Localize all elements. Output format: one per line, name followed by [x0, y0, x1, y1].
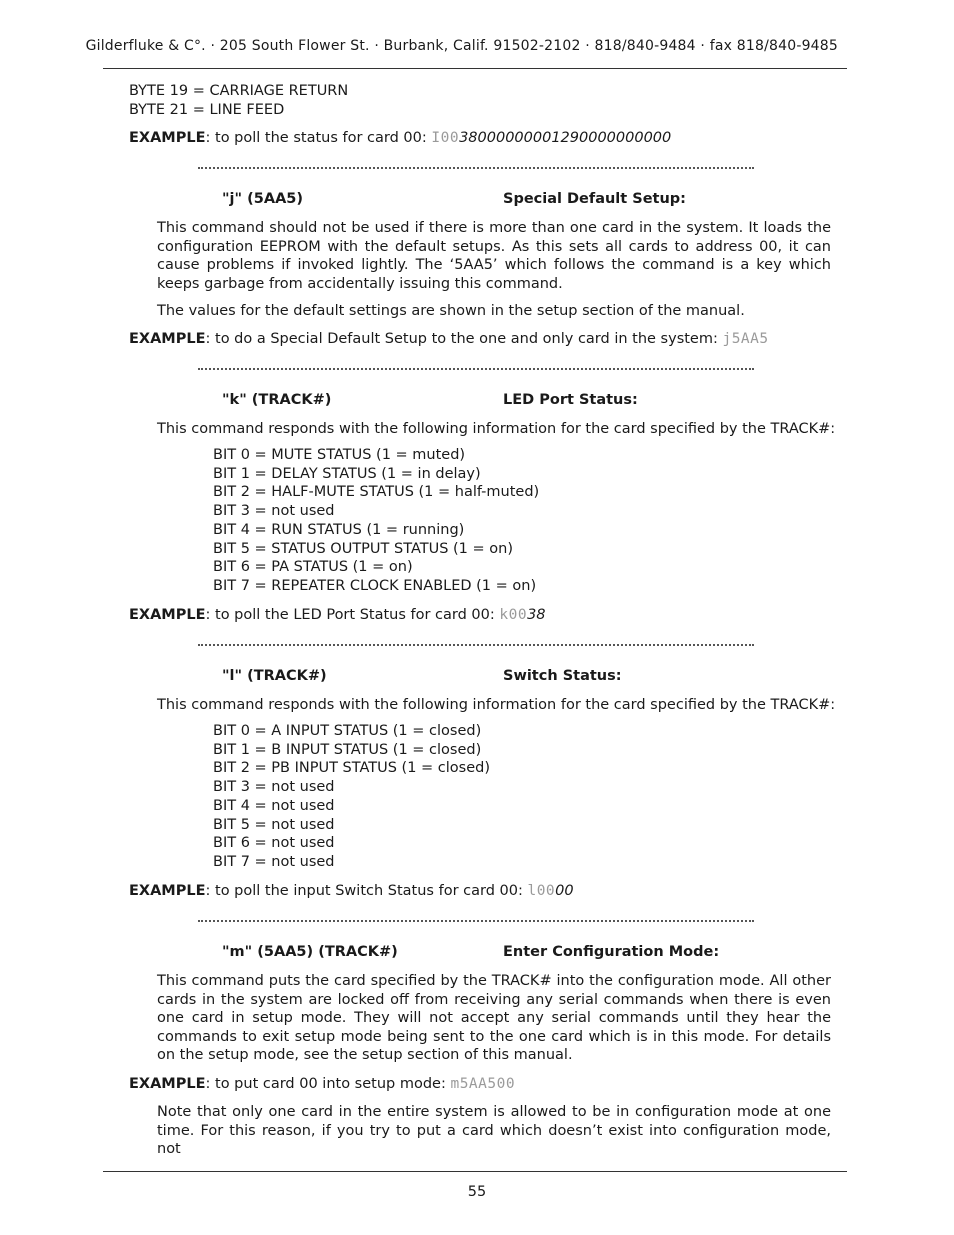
example-code: k00: [499, 607, 528, 623]
example-text: : to poll the input Switch Status for card 00:: [205, 883, 528, 899]
list-item: BIT 0 = A INPUT STATUS (1 = closed): [213, 723, 482, 739]
list-item: BIT 6 = not used: [213, 835, 335, 852]
list-item: BIT 1 = B INPUT STATUS (1 = closed): [213, 741, 482, 758]
m-note: Note that only one card in the entire system is allowed to be in configuration mode at one time. For this reason, if you try to put a card which doesn’t exist into configuration mode, not: [157, 1104, 831, 1158]
m-description: This command puts the card specified by the TRACK# into the configuration mode. All other cards in the system are locked off from receiving any serial commands when there is even one card in setup mode. They will not accept any serial commands until they hear the commands to exit setup mode being sent to the one card which is in this mode. For details on the setup mode, see the setup section of this manual.: [157, 973, 831, 1064]
m-example: [129, 1075, 515, 1093]
j-description-2: The values for the default settings are shown in the setup section of the manual.: [157, 303, 745, 319]
example-text: : to poll the LED Port Status for card 00:: [205, 607, 500, 623]
example-label: EXAMPLE: [129, 331, 206, 347]
l-description: This command responds with the following information for the card specified by the TRACK#:: [157, 697, 836, 713]
example-code: m5AA500: [450, 1076, 516, 1092]
j-command: "j" (5AA5): [222, 191, 304, 207]
list-item: BIT 2 = HALF-MUTE STATUS (1 = half-muted): [213, 484, 540, 501]
j-description: This command should not be used if there is more than one card in the system. It loads the configuration EEPROM with the default setups. As this sets all cards to address 00, it can cause problems if invoked lightly. The ‘5AA5’ which follows the command is a key which keeps garbage from accidentally issuing this command.: [157, 220, 831, 292]
list-item: BIT 0 = MUTE STATUS (1 = muted): [213, 447, 466, 463]
k-bit-list: [213, 446, 539, 596]
k-description: This command responds with the following information for the card specified by the TRACK#:: [157, 421, 836, 437]
k-title: LED Port Status:: [503, 392, 638, 408]
section-divider: [198, 644, 754, 646]
example-label: EXAMPLE: [129, 883, 206, 899]
m-title: Enter Configuration Mode:: [503, 944, 720, 960]
example-text: : to poll the status for card 00:: [205, 130, 432, 146]
header-rule: [103, 68, 847, 69]
list-item: BIT 5 = not used: [213, 816, 335, 833]
list-item: BIT 5 = STATUS OUTPUT STATUS (1 = on): [213, 540, 513, 557]
m-command: "m" (5AA5) (TRACK#): [222, 944, 398, 960]
list-item: BIT 1 = DELAY STATUS (1 = in delay): [213, 465, 481, 482]
example-text: : to put card 00 into setup mode:: [205, 1076, 451, 1092]
example-text: : to do a Special Default Setup to the one and only card in the system:: [205, 331, 723, 347]
example-italic: 00: [555, 883, 574, 899]
k-command: "k" (TRACK#): [222, 392, 332, 408]
list-item: BIT 7 = REPEATER CLOCK ENABLED (1 = on): [213, 577, 537, 594]
list-item: BIT 4 = not used: [213, 797, 335, 814]
list-item: BIT 4 = RUN STATUS (1 = running): [213, 521, 465, 538]
intro-example: [129, 129, 671, 147]
list-item: BIT 6 = PA STATUS (1 = on): [213, 559, 413, 576]
l-command: "l" (TRACK#): [222, 668, 327, 684]
example-label: EXAMPLE: [129, 1076, 206, 1092]
list-item: BIT 3 = not used: [213, 503, 335, 520]
footer-rule: [103, 1171, 847, 1172]
list-item: BIT 2 = PB INPUT STATUS (1 = closed): [213, 760, 491, 777]
j-title: Special Default Setup:: [503, 191, 686, 207]
l-title: Switch Status:: [503, 668, 622, 684]
example-label: EXAMPLE: [129, 607, 206, 623]
page-header: Gilderfluke & C°. · 205 South Flower St. · Burbank, Calif. 91502-2102 · 818/840-9484 · fax 818/840-9485: [85, 38, 838, 54]
section-divider: [198, 167, 754, 169]
byte-line-2: BYTE 21 = LINE FEED: [129, 102, 285, 118]
example-label: EXAMPLE: [129, 130, 206, 146]
example-italic: 38000000001290000000000: [459, 130, 672, 146]
k-example: [129, 606, 546, 624]
example-italic: 38: [527, 607, 546, 623]
l-bit-list: [213, 722, 490, 872]
page-number: 55: [467, 1184, 487, 1200]
example-code: I00: [431, 130, 460, 146]
section-divider: [198, 920, 754, 922]
list-item: BIT 3 = not used: [213, 779, 335, 796]
byte-line-1: BYTE 19 = CARRIAGE RETURN: [129, 83, 349, 99]
list-item: BIT 7 = not used: [213, 853, 335, 870]
example-code: j5AA5: [722, 331, 769, 347]
section-divider: [198, 368, 754, 370]
l-example: [129, 882, 574, 900]
j-example: [129, 330, 769, 348]
example-code: l00: [527, 883, 556, 899]
